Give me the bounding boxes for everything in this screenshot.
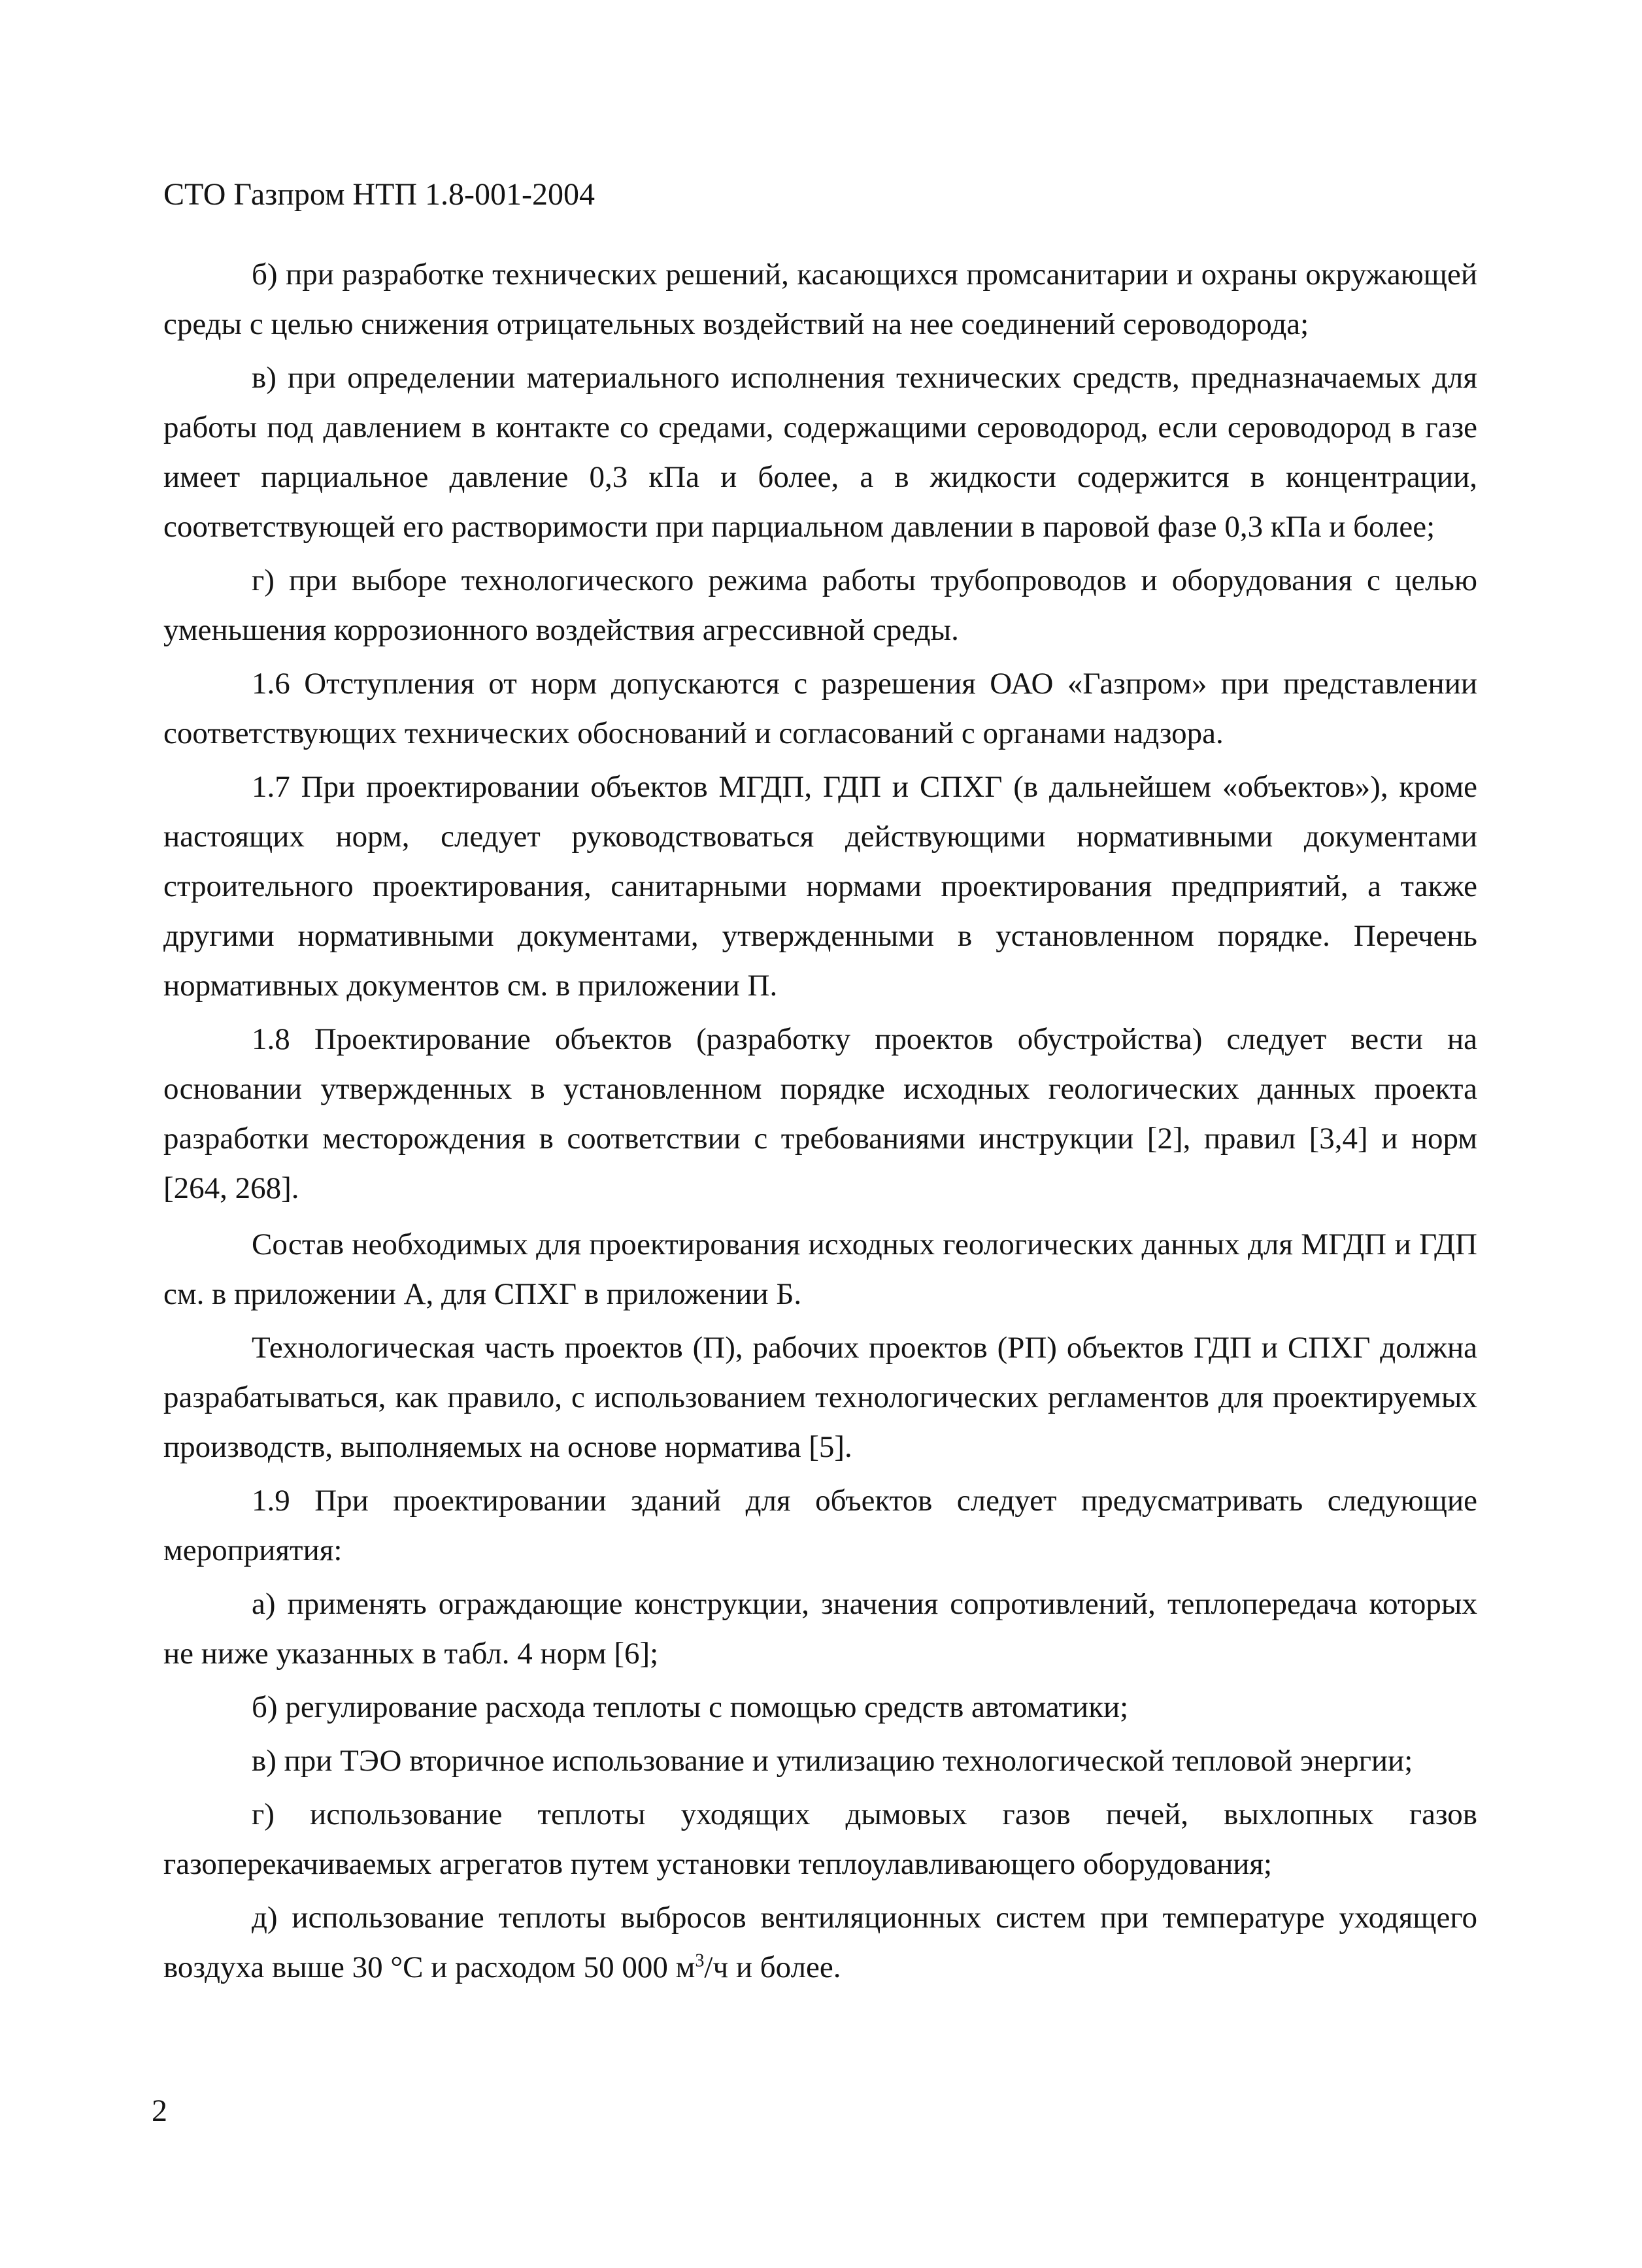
paragraph-1-9d: г) использование теплоты уходящих дымовых газов печей, выхлопных газов газоперекачиваемых агрегатов путем установки теплоулавливающего оборудования; — [163, 1797, 1477, 1881]
paragraph-1c: в) при определении материального исполнения технических средств, предназначаемых для работы под давлением в контакте со средами, содержащими сероводород, если сероводород в газе имеет парциальное давление 0,3 кПа и более, а в жидкости содержится в концентрации, соответствующей его растворимости при парциальном давлении в паровой фазе 0,3 кПа и более; — [163, 361, 1477, 544]
paragraph-1-6: 1.6 Отступления от норм допускаются с разрешения ОАО «Газпром» при представлении соответствующих технических обоснований и согласований с органами надзора. — [163, 667, 1477, 750]
paragraph-1-9b: б) регулирование расхода теплоты с помощью средств автоматики; — [252, 1690, 1129, 1724]
paragraph-1-9e-text: д) использование теплоты выбросов вентиляционных систем при температуре уходящего воздуха выше 30 °С и расходом 50 000 м — [163, 1901, 1477, 1984]
paragraph-1-9e — [163, 1893, 1477, 1992]
paragraph-1-9: 1.9 При проектировании зданий для объектов следует предусматривать следующие мероприятия: — [163, 1484, 1477, 1567]
document-header: СТО Газпром НТП 1.8-001-2004 — [163, 177, 595, 212]
document-body — [163, 250, 1477, 1996]
superscript-3: 3 — [695, 1950, 705, 1971]
paragraph-composition: Состав необходимых для проектирования исходных геологических данных для МГДП и ГДП см. в приложении А, для СПХГ в приложении Б. — [163, 1227, 1477, 1311]
paragraph-1-9a: а) применять ограждающие конструкции, значения сопротивлений, теплопередача которых не ниже указанных в табл. 4 норм [6]; — [163, 1587, 1477, 1671]
paragraph-1-9c: в) при ТЭО вторичное использование и утилизацию технологической тепловой энергии; — [252, 1744, 1413, 1778]
paragraph-1d: г) при выборе технологического режима работы трубопроводов и оборудования с целью уменьшения коррозионного воздействия агрессивной среды. — [163, 563, 1477, 647]
paragraph-1b: б) при разработке технических решений, касающихся промсанитарии и охраны окружающей среды с целью снижения отрицательных воздействий на нее соединений сероводорода; — [163, 258, 1477, 341]
paragraph-1-9e-tail: /ч и более. — [704, 1950, 841, 1984]
paragraph-1-7: 1.7 При проектировании объектов МГДП, ГДП и СПХГ (в дальнейшем «объектов»), кроме настоящих норм, следует руководствоваться действующими нормативными документами строительного проектирования, санитарными нормами проектирования предприятий, а также другими нормативными документами, утвержденными в установленном порядке. Перечень нормативных документов см. в приложении П. — [163, 770, 1477, 1003]
paragraph-technological-part: Технологическая часть проектов (П), рабочих проектов (РП) объектов ГДП и СПХГ должна разрабатываться, как правило, с использованием технологических регламентов для проектируемых производств, выполняемых на основе норматива [5]. — [163, 1331, 1477, 1464]
page-number: 2 — [152, 2093, 167, 2128]
paragraph-1-8: 1.8 Проектирование объектов (разработку проектов обустройства) следует вести на основании утвержденных в установленном порядке исходных геологических данных проекта разработки месторождения в соответствии с требованиями инструкции [2], правил [3,4] и норм [264, 268]. — [163, 1022, 1477, 1205]
